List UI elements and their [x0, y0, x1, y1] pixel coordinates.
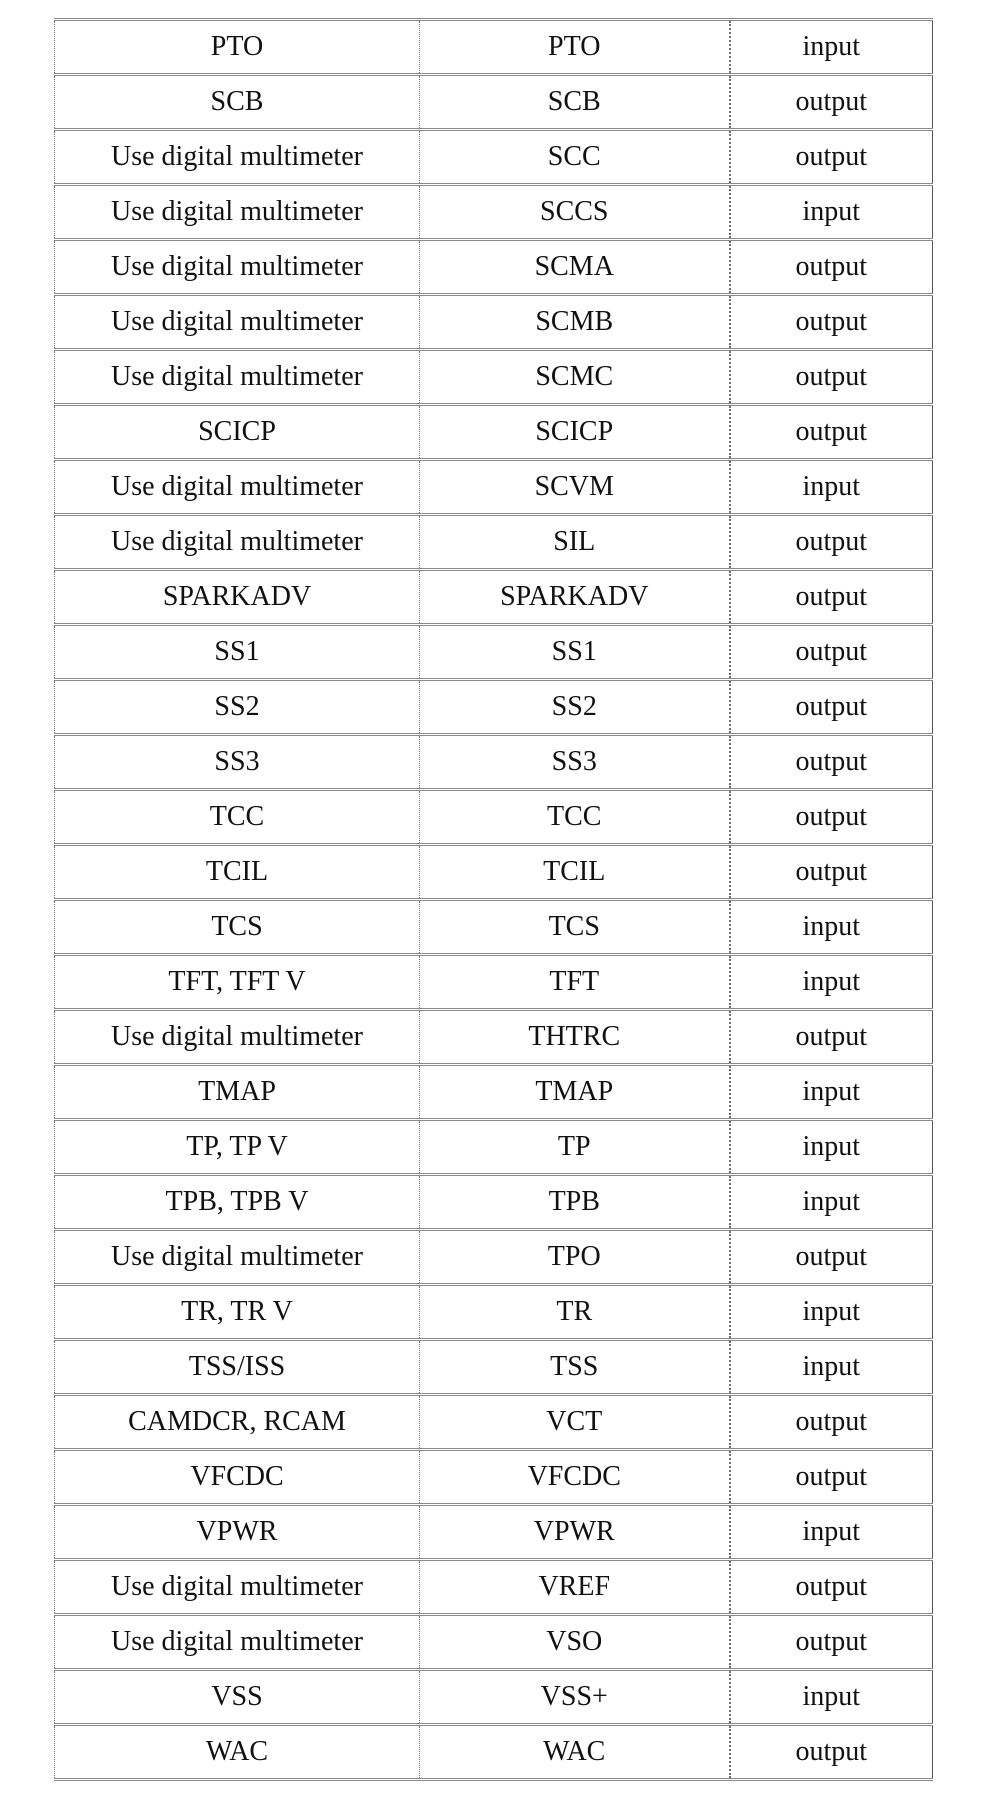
- source-cell: Use digital multimeter: [55, 515, 420, 570]
- table-row: [55, 1340, 933, 1395]
- signal-cell: VCT: [420, 1395, 730, 1450]
- signal-cell: SCC: [420, 130, 730, 185]
- table-row: [55, 570, 933, 625]
- source-cell: Use digital multimeter: [55, 350, 420, 405]
- source-cell: TSS/ISS: [55, 1340, 420, 1395]
- signal-cell: WAC: [420, 1725, 730, 1780]
- direction-cell: input: [730, 900, 933, 955]
- source-cell: TMAP: [55, 1065, 420, 1120]
- signal-cell: SCVM: [420, 460, 730, 515]
- table-row: [55, 625, 933, 680]
- table-row: [55, 1010, 933, 1065]
- source-cell: Use digital multimeter: [55, 1010, 420, 1065]
- table-row: [55, 680, 933, 735]
- table-row: [55, 1670, 933, 1725]
- direction-cell: input: [730, 1120, 933, 1175]
- signal-table: [54, 18, 933, 1781]
- table-row: [55, 735, 933, 790]
- source-cell: CAMDCR, RCAM: [55, 1395, 420, 1450]
- signal-cell: TCS: [420, 900, 730, 955]
- signal-cell: VSO: [420, 1615, 730, 1670]
- table-row: [55, 20, 933, 75]
- table-row: [55, 955, 933, 1010]
- signal-cell: TCIL: [420, 845, 730, 900]
- direction-cell: output: [730, 1010, 933, 1065]
- signal-cell: SCMC: [420, 350, 730, 405]
- direction-cell: output: [730, 1395, 933, 1450]
- direction-cell: output: [730, 130, 933, 185]
- source-cell: Use digital multimeter: [55, 1560, 420, 1615]
- source-cell: TCC: [55, 790, 420, 845]
- table-row: [55, 1450, 933, 1505]
- signal-cell: THTRC: [420, 1010, 730, 1065]
- direction-cell: input: [730, 1285, 933, 1340]
- signal-cell: SCMB: [420, 295, 730, 350]
- source-cell: Use digital multimeter: [55, 295, 420, 350]
- source-cell: SPARKADV: [55, 570, 420, 625]
- source-cell: VPWR: [55, 1505, 420, 1560]
- direction-cell: output: [730, 295, 933, 350]
- signal-cell: VREF: [420, 1560, 730, 1615]
- source-cell: SS1: [55, 625, 420, 680]
- direction-cell: output: [730, 845, 933, 900]
- table-row: [55, 845, 933, 900]
- signal-cell: VPWR: [420, 1505, 730, 1560]
- table-row: [55, 1230, 933, 1285]
- signal-cell: TMAP: [420, 1065, 730, 1120]
- source-cell: Use digital multimeter: [55, 130, 420, 185]
- table-row: [55, 1285, 933, 1340]
- signal-cell: SCB: [420, 75, 730, 130]
- source-cell: TR, TR V: [55, 1285, 420, 1340]
- source-cell: TP, TP V: [55, 1120, 420, 1175]
- source-cell: TCIL: [55, 845, 420, 900]
- table-row: [55, 460, 933, 515]
- source-cell: Use digital multimeter: [55, 1615, 420, 1670]
- direction-cell: input: [730, 1505, 933, 1560]
- direction-cell: input: [730, 20, 933, 75]
- direction-cell: output: [730, 240, 933, 295]
- source-cell: Use digital multimeter: [55, 1230, 420, 1285]
- table-row: [55, 790, 933, 845]
- signal-cell: SCMA: [420, 240, 730, 295]
- source-cell: Use digital multimeter: [55, 460, 420, 515]
- table-row: [55, 515, 933, 570]
- source-cell: TFT, TFT V: [55, 955, 420, 1010]
- signal-cell: SIL: [420, 515, 730, 570]
- direction-cell: output: [730, 1560, 933, 1615]
- source-cell: PTO: [55, 20, 420, 75]
- source-cell: SCB: [55, 75, 420, 130]
- source-cell: VFCDC: [55, 1450, 420, 1505]
- table-row: [55, 295, 933, 350]
- source-cell: Use digital multimeter: [55, 185, 420, 240]
- signal-cell: SS3: [420, 735, 730, 790]
- table-row: [55, 1120, 933, 1175]
- signal-cell: SCICP: [420, 405, 730, 460]
- direction-cell: input: [730, 1175, 933, 1230]
- signal-cell: TFT: [420, 955, 730, 1010]
- direction-cell: output: [730, 570, 933, 625]
- table-row: [55, 1505, 933, 1560]
- signal-cell: TR: [420, 1285, 730, 1340]
- direction-cell: input: [730, 1340, 933, 1395]
- signal-cell: TPO: [420, 1230, 730, 1285]
- direction-cell: output: [730, 405, 933, 460]
- source-cell: VSS: [55, 1670, 420, 1725]
- signal-cell: VSS+: [420, 1670, 730, 1725]
- table-row: [55, 75, 933, 130]
- table-row: [55, 350, 933, 405]
- direction-cell: input: [730, 1065, 933, 1120]
- direction-cell: output: [730, 350, 933, 405]
- signal-cell: TP: [420, 1120, 730, 1175]
- direction-cell: output: [730, 1230, 933, 1285]
- source-cell: Use digital multimeter: [55, 240, 420, 295]
- direction-cell: output: [730, 680, 933, 735]
- table-row: [55, 1725, 933, 1780]
- signal-cell: TPB: [420, 1175, 730, 1230]
- table-row: [55, 130, 933, 185]
- signal-cell: TCC: [420, 790, 730, 845]
- table-row: [55, 1560, 933, 1615]
- table-row: [55, 1065, 933, 1120]
- signal-cell: SS2: [420, 680, 730, 735]
- direction-cell: input: [730, 185, 933, 240]
- direction-cell: output: [730, 515, 933, 570]
- table-row: [55, 1615, 933, 1670]
- direction-cell: output: [730, 790, 933, 845]
- source-cell: TCS: [55, 900, 420, 955]
- table-row: [55, 1395, 933, 1450]
- direction-cell: output: [730, 75, 933, 130]
- signal-cell: SS1: [420, 625, 730, 680]
- table-row: [55, 900, 933, 955]
- direction-cell: output: [730, 1450, 933, 1505]
- direction-cell: output: [730, 1725, 933, 1780]
- signal-cell: SPARKADV: [420, 570, 730, 625]
- direction-cell: output: [730, 1615, 933, 1670]
- table-row: [55, 405, 933, 460]
- table-row: [55, 1175, 933, 1230]
- direction-cell: output: [730, 735, 933, 790]
- direction-cell: output: [730, 625, 933, 680]
- table-row: [55, 240, 933, 295]
- table-row: [55, 185, 933, 240]
- signal-cell: PTO: [420, 20, 730, 75]
- direction-cell: input: [730, 460, 933, 515]
- source-cell: SS3: [55, 735, 420, 790]
- source-cell: TPB, TPB V: [55, 1175, 420, 1230]
- source-cell: SS2: [55, 680, 420, 735]
- signal-cell: SCCS: [420, 185, 730, 240]
- signal-cell: VFCDC: [420, 1450, 730, 1505]
- direction-cell: input: [730, 1670, 933, 1725]
- source-cell: SCICP: [55, 405, 420, 460]
- source-cell: WAC: [55, 1725, 420, 1780]
- direction-cell: input: [730, 955, 933, 1010]
- document-page: [54, 18, 932, 1781]
- signal-cell: TSS: [420, 1340, 730, 1395]
- table-body: [55, 20, 933, 1780]
